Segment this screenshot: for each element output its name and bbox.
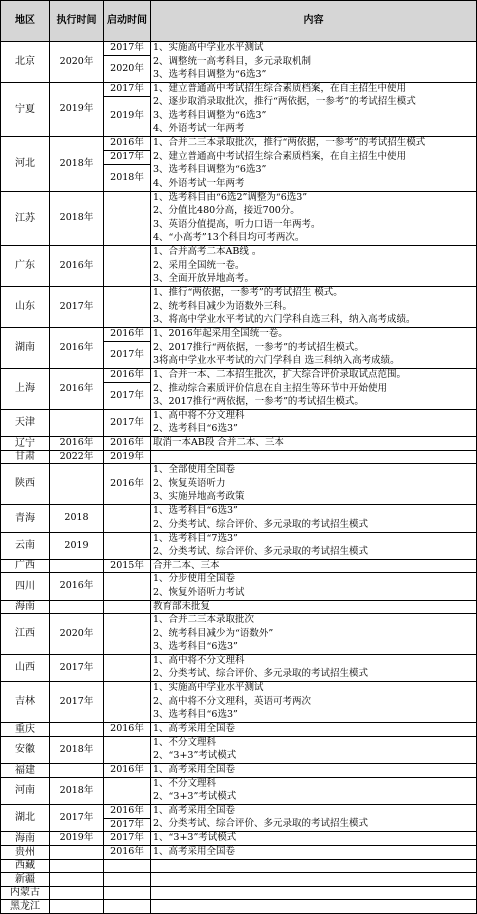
content-cell [150,450,477,464]
content-line: 2、分类考试、综合评价、多元录取的考试招生模式 [153,518,369,530]
region-cell: 海南 [0,831,50,846]
start-time-cell [103,600,151,614]
exec-time-cell: 2016年 [49,368,104,410]
start-time-cell: 2016年 [103,368,151,383]
exec-time-cell: 2022年 [49,450,104,464]
exec-time-cell: 2018年 [49,191,104,246]
region-cell: 青海 [0,504,50,533]
region-cell: 重庆 [0,722,50,737]
region-cell: 辽宁 [0,436,50,451]
content-line: 2、建立普通高中考试招生综合素质档案，在自主招生中使用 [153,150,407,162]
content-line: 2、恢复外语听力考试 [153,586,245,598]
exec-time-cell [49,899,104,914]
start-time-cell [103,886,151,900]
content-cell [150,831,477,846]
region-cell: 陕西 [0,463,50,505]
content-line: 2、分类考试、综合评价、多元录取的考试招生模式 [153,668,369,680]
region-cell: 湖南 [0,327,50,369]
exec-time-cell [49,763,104,778]
content-line: 2、分值比480分高，接近700分。 [153,205,300,217]
start-time-cell: 2017年 [103,382,151,410]
content-line: 3、实施异地高考政策 [153,490,245,502]
start-time-cell: 2017年 [103,41,151,56]
start-time-cell: 2019年 [103,96,151,137]
region-cell: 河北 [0,136,50,192]
content-cell [150,136,477,192]
exec-time-cell [49,559,104,573]
content-line: 1、合并二三本录取批次，推行“两依据，一参考”的考试招生模式 [153,137,426,149]
region-cell: 西藏 [0,859,50,873]
start-time-cell: 2016年 [103,136,151,151]
exec-time-cell: 2016年 [49,572,104,601]
content-line: 2、分类考试、综合评价、多元录取的考试招生模式 [153,546,369,558]
start-time-cell: 2017年 [103,818,151,832]
content-line: 1、不分文理科 [153,737,217,749]
region-cell: 黑龙江 [0,899,50,914]
exec-time-cell: 2019年 [49,82,104,137]
content-line: 2、分类考试、综合评价、多元录取的考试招生模式 [153,818,369,830]
region-cell: 贵州 [0,845,50,860]
content-line: 3、2017推行“两依据，一参考”的考试招生模式。 [153,395,364,407]
content-cell [150,82,477,137]
region-cell: 云南 [0,532,50,560]
start-time-cell: 2020年 [103,55,151,83]
exec-time-cell [49,859,104,873]
content-cell [150,368,477,410]
header-exec-time: 执行时间 [49,0,104,42]
region-cell: 河南 [0,777,50,805]
content-line: 2、“3+3”考试模式 [153,791,237,803]
content-line: 2、推动综合素质评价信息在自主招生等环节中开始使用 [153,382,388,394]
content-line: 1、合并一本、二本招生批次，扩大综合评价录取试点范围。 [153,369,407,381]
content-cell [150,600,477,614]
content-cell [150,804,477,832]
content-line: 2、选考科目“6选3” [153,423,238,435]
exec-time-cell [49,872,104,887]
exec-time-cell [49,463,104,505]
exec-time-cell: 2018年 [49,736,104,764]
content-line: 2、2017推行“两依据，一参考”的考试招生模式。 [153,341,364,353]
content-line: 1、高中将不分文理科 [153,655,245,667]
region-cell: 安徽 [0,736,50,764]
content-cell [150,436,477,451]
exec-time-cell: 2016年 [49,327,104,369]
exec-time-cell [49,845,104,860]
content-line: 1、高考采用全国卷 [153,846,236,858]
content-line: 3、选考科目调整为“6选3” [153,164,267,176]
start-time-cell [103,613,151,655]
content-cell [150,763,477,778]
content-cell [150,532,477,560]
start-time-cell: 2016年 [103,463,151,505]
content-line: 3、选考科目“6选3” [153,640,238,652]
content-cell [150,191,477,246]
region-cell: 内蒙古 [0,886,50,900]
content-line: 教育部未批复 [153,600,211,612]
content-line: 1、选考科目“6选3” [153,505,238,517]
content-cell [150,286,477,328]
content-line: 2、采用全国统一卷。 [153,259,245,271]
content-line: 1、分步使用全国卷 [153,573,236,585]
start-time-cell: 2017年 [103,341,151,369]
content-line: 1、实施高中学业水平测试 [153,682,264,694]
exec-time-cell: 2017年 [49,654,104,682]
region-cell: 北京 [0,41,50,83]
start-time-cell: 2016年 [103,763,151,778]
start-time-cell: 2015年 [103,559,151,573]
region-cell: 新疆 [0,872,50,887]
content-cell [150,41,477,83]
exec-time-cell: 2017年 [49,804,104,832]
region-cell: 甘肃 [0,450,50,464]
content-cell [150,245,477,287]
region-cell: 海南 [0,600,50,614]
content-line: 3、英语分值提高，听力口语一年两考。 [153,218,321,230]
content-line: 3、全面开放异地高考。 [153,272,255,284]
start-time-cell: 2017年 [103,82,151,97]
content-line: 2、高中将不分文理科，英语可考两次 [153,695,312,707]
content-cell [150,572,477,601]
start-time-cell: 2017年 [103,150,151,165]
region-cell: 上海 [0,368,50,410]
start-time-cell [103,736,151,764]
content-cell [150,681,477,723]
start-time-cell [103,859,151,873]
content-cell [150,736,477,764]
content-line: 2、逐步取消录取批次，推行“两依据，一参考”的考试招生模式 [153,96,416,108]
start-time-cell [103,654,151,682]
start-time-cell: 2019年 [103,450,151,464]
region-cell: 四川 [0,572,50,601]
exec-time-cell: 2016年 [49,436,104,451]
start-time-cell [103,191,151,246]
region-cell: 江西 [0,613,50,655]
content-cell [150,886,477,900]
exec-time-cell: 2016年 [49,245,104,287]
content-line: 2、统考科目减少为语数外三科。 [153,300,293,312]
exec-time-cell [49,600,104,614]
content-cell [150,463,477,505]
content-line: 1、推行“两依据，一参考”的考试招生 模式。 [153,287,343,299]
region-cell: 福建 [0,763,50,778]
content-cell [150,722,477,737]
region-cell: 宁夏 [0,82,50,137]
content-cell [150,654,477,682]
content-line: 1、“3+3”考试模式 [153,832,237,844]
content-line: 1、选考科目“7选3” [153,533,238,545]
exec-time-cell: 2020年 [49,613,104,655]
content-cell [150,872,477,887]
content-line: 1、2016年起采用全国统一卷。 [153,328,288,340]
start-time-cell: 2016年 [103,845,151,860]
content-line: 2、调整统一高考科目，多元录取机制 [153,55,312,67]
content-cell [150,777,477,805]
content-line: 1、高中将不分文理科 [153,410,245,422]
content-cell [150,613,477,655]
region-cell: 山西 [0,654,50,682]
content-line: 1、建立普通高中考试招生综合素质档案，在自主招生中使用 [153,83,407,95]
content-line: 取消一本AB段 合并二本、三本 [153,437,284,449]
region-cell: 山东 [0,286,50,328]
content-line: 3、选考科目调整为“6选3” [153,68,267,80]
header-start-time: 启动时间 [103,0,151,42]
content-line: 2、统考科目减少为“语数外” [153,627,274,639]
exec-time-cell: 2020年 [49,41,104,83]
content-line: 2、“3+3”考试模式 [153,750,237,762]
content-line: 2、恢复英语听力 [153,477,226,489]
content-line: 1、实施高中学业水平测试 [153,42,264,54]
content-line: 1、选考科目由“6选2”调整为“6选3” [153,192,308,204]
start-time-cell [103,899,151,914]
content-line: 4、外语考试一年两考 [153,122,245,134]
content-line: 4、“小高考”13个科目均可考两次。 [153,231,305,243]
content-line: 1、全部使用全国卷 [153,464,236,476]
exec-time-cell: 2019年 [49,831,104,846]
header-content: 内容 [150,0,477,42]
content-line: 3、将高中学业水平考试的六门学科自选三科，纳入高考成绩。 [153,313,416,325]
content-cell [150,859,477,873]
start-time-cell [103,532,151,560]
content-line: 3、选考科目“6选3” [153,708,238,720]
region-cell: 江苏 [0,191,50,246]
start-time-cell: 2017年 [103,831,151,846]
content-cell [150,504,477,533]
start-time-cell [103,681,151,723]
exec-time-cell [49,409,104,437]
exec-time-cell: 2018 [49,504,104,533]
start-time-cell [103,245,151,287]
start-time-cell: 2016年 [103,722,151,737]
start-time-cell: 2017年 [103,409,151,437]
exec-time-cell: 2019 [49,532,104,560]
exec-time-cell: 2018年 [49,777,104,805]
content-line: 1、合并高考二本AB线 。 [153,246,262,258]
region-cell: 广西 [0,559,50,573]
content-cell [150,409,477,437]
region-cell: 广东 [0,245,50,287]
exec-time-cell: 2017年 [49,681,104,723]
content-cell [150,327,477,369]
region-cell: 吉林 [0,681,50,723]
start-time-cell: 2016年 [103,327,151,342]
exec-time-cell [49,886,104,900]
content-line: 1、合并二三本录取批次 [153,614,255,626]
start-time-cell [103,872,151,887]
start-time-cell [103,286,151,328]
content-line: 1、高考采用全国卷 [153,764,236,776]
start-time-cell [103,504,151,533]
region-cell: 湖北 [0,804,50,832]
content-line: 3、选考科目调整为“6选3” [153,109,267,121]
content-line: 1、高考采用全国卷 [153,723,236,735]
start-time-cell: 2016年 [103,436,151,451]
content-line: 合并二本、三本 [153,559,220,571]
exec-time-cell: 2018年 [49,136,104,192]
start-time-cell: 2016年 [103,804,151,819]
content-line: 4、外语考试一年两考 [153,177,245,189]
exec-time-cell: 2017年 [49,286,104,328]
content-cell [150,899,477,914]
content-cell [150,845,477,860]
start-time-cell [103,572,151,601]
start-time-cell: 2018年 [103,164,151,192]
start-time-cell [103,777,151,805]
header-region: 地区 [0,0,50,42]
exec-time-cell [49,722,104,737]
content-cell [150,559,477,573]
content-line: 1、高考采用全国卷 [153,805,236,817]
content-line: 1、不分文理科 [153,778,217,790]
content-line: 3将高中学业水平考试的六门学科自 选三科纳入高考成绩。 [153,354,400,366]
region-cell: 天津 [0,409,50,437]
